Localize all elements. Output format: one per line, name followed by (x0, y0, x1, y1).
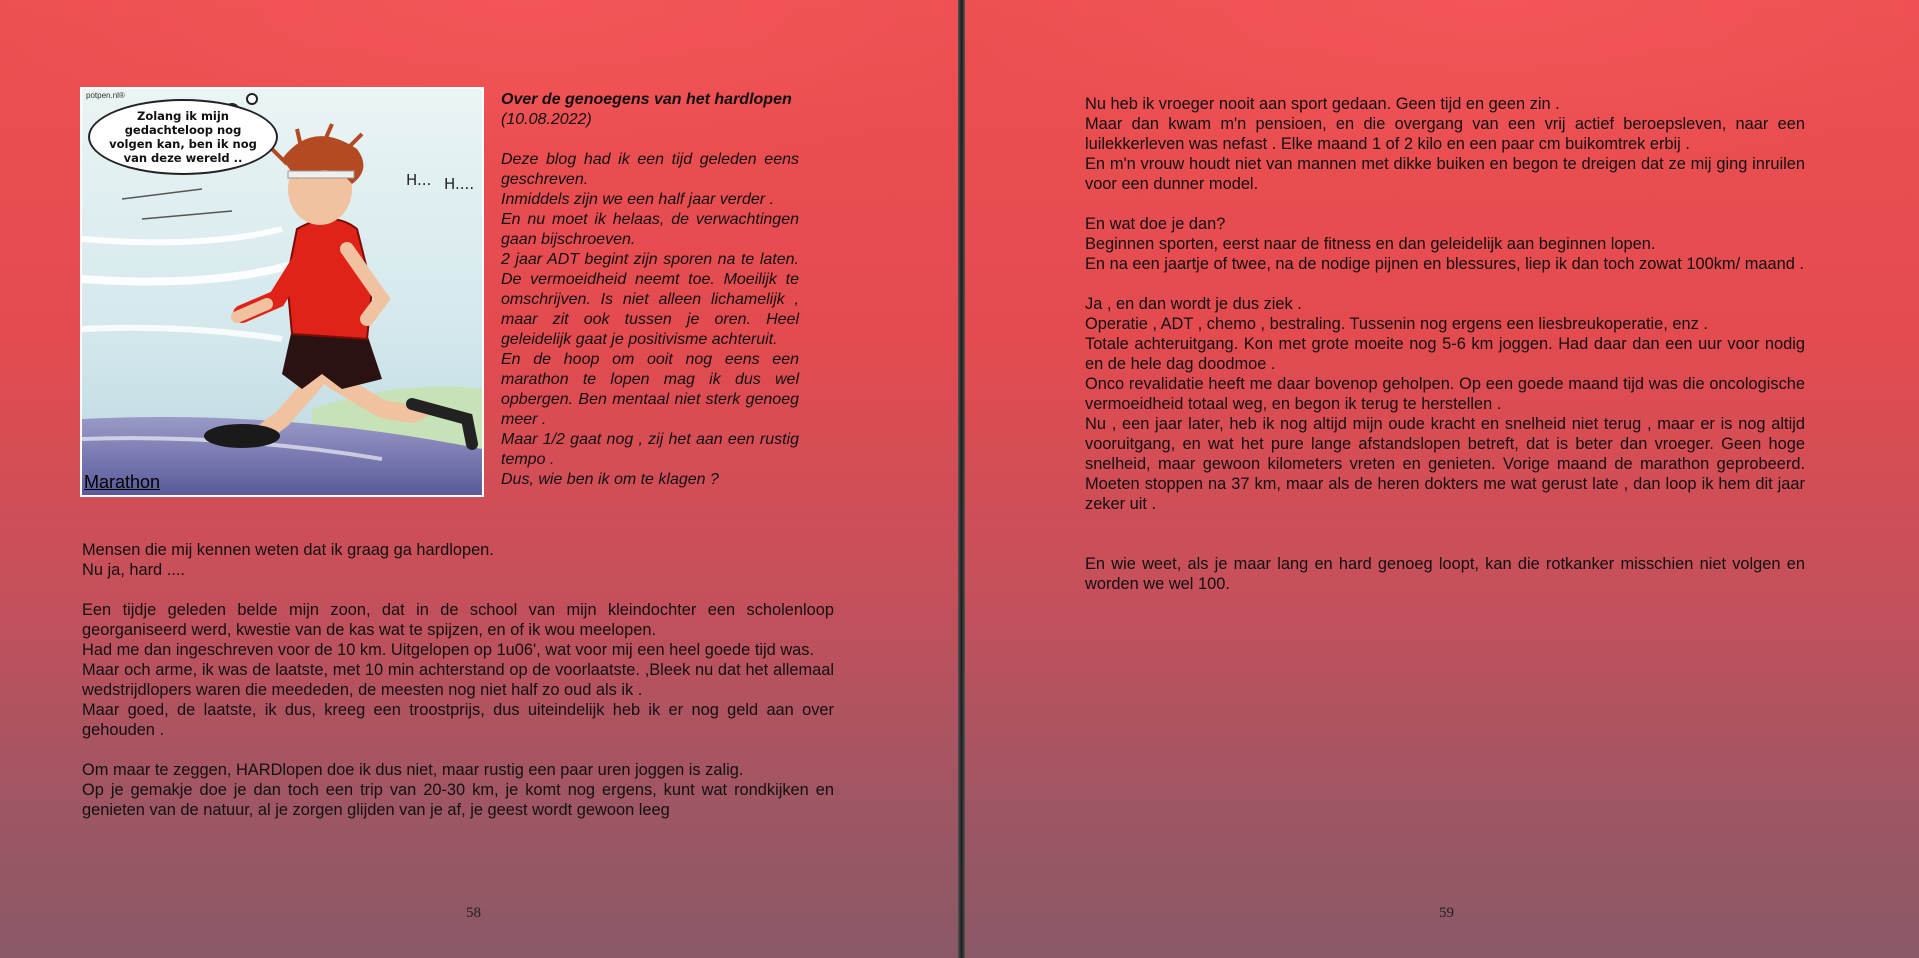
left-paragraph-2: Een tijdje geleden belde mijn zoon, dat in de school van mijn kleindochter een scholenloop georganiseerd werd, kwestie van de kas wat te spijzen, en of ik wou meelopen. Had me dan ingeschreven voor de 10 km. Uitgelopen op 1u06', wat voor mij een heel goede tijd was. Maar och arme, ik was de laatste, met 10 min achterstand op de voorlaatste. ,Bleek nu dat het allemaal wedstrijdlopers waren die meededen, de meesten nog niet half zo oud als ik . Maar goed, de laatste, ik dus, kreeg een troostprijs, dus uiteindelijk heb ik er nog geld aan over gehouden . (82, 601, 834, 739)
left-paragraph-3: Om maar te zeggen, HARDlopen doe ik dus niet, maar rustig een paar uren joggen is zalig. Op je gemakje doe je dan toch een trip van 20-30 km, je komt nog ergens, kunt wat rondkijken en genieten van de natuur, al je zorgen glijden van je af, je geest wordt gewoon leeg (82, 761, 834, 819)
left-page (0, 0, 958, 958)
book-spine (958, 0, 965, 958)
page-number-right: 59 (1439, 905, 1454, 921)
blog-intro (501, 90, 799, 490)
huff-text-1: H... (406, 171, 432, 189)
blog-intro-text: Deze blog had ik een tijd geleden eens geschreven. Inmiddels zijn we een half jaar verder . En nu moet ik helaas, de verwachtingen gaan bijschroeven. 2 jaar ADT begint zijn sporen na te laten. De vermoeidheid neemt toe. Moeilijk te omschrijven. Is niet alleen lichamelijk , maar zit ook tussen je oren. Heel geleidelijk gaat je positivisme achteruit. En de hoop om ooit nog eens een marathon te lopen mag ik dus wel opbergen. Ben mentaal niet sterk genoeg meer . Maar 1/2 gaat nog , zij het aan een rustig tempo . Dus, wie ben ik om te klagen ? (501, 151, 799, 488)
blog-title: Over de genoegens van het hardlopen (501, 91, 792, 108)
cartoon-caption: Marathon (84, 472, 161, 492)
blog-date: (10.08.2022) (501, 111, 592, 128)
right-page (965, 0, 1919, 958)
right-page-body (1085, 94, 1805, 614)
right-paragraph-2: En wat doe je dan? Beginnen sporten, eerst naar de fitness en dan geleidelijk aan beginnen lopen. En na een jaartje of twee, na de nodige pijnen en blessures, liep ik dan toch zowat 100km/ maand . (1085, 215, 1804, 273)
right-paragraph-3: Ja , en dan wordt je dus ziek . Operatie , ADT , chemo , bestraling. Tussenin nog ergens een liesbreukoperatie, enz . Totale achteruitgang. Kon met grote moeite nog 5-6 km joggen. Had daar dan een uur voor nodig en de hele dag doodmoe . Onco revalidatie heeft me daar bovenop geholpen. Op een goede maand tijd was die oncologische vermoeidheid totaal weg, en begon ik terug te herstellen . Nu , een jaar later, heb ik nog altijd mijn oude kracht en snelheid niet terug , maar er is nog altijd vooruitgang, en wat het pure lange afstandslopen betreft, dat is beter dan vroeger. Geen hoge snelheid, maar gewoon kilometers vreten en genieten. Vorige maand de marathon geprobeerd. Moeten stoppen na 37 km, maar als de heren dokters me wat gerust late , dan loop ik hem dit jaar zeker uit . (1085, 295, 1805, 513)
thought-bubble: Zolang ik mijn gedachteloop nog volgen kan, ben ik nog van deze wereld .. (88, 99, 278, 175)
huff-text-2: H.... (444, 175, 475, 193)
page-number-left: 58 (466, 905, 481, 921)
right-paragraph-4: En wie weet, als je maar lang en hard genoeg loopt, kan die rotkanker misschien niet volgen en worden we wel 100. (1085, 555, 1805, 593)
cartoon-credit: potpen.nl® (86, 91, 125, 100)
right-paragraph-1: Nu heb ik vroeger nooit aan sport gedaan. Geen tijd en geen zin . Maar dan kwam m'n pensioen, en die overgang van een vrij actief beroepsleven, naar een luilekkerleven was nefast . Elke maand 1 of 2 kilo en een paar cm buikomtrek erbij . En m'n vrouw houdt niet van mannen met dikke buiken en begon te dreigen dat ze mij ging inruilen voor een dunner model. (1085, 95, 1805, 193)
marathon-cartoon (80, 87, 484, 497)
left-page-body (82, 540, 834, 840)
left-paragraph-1: Mensen die mij kennen weten dat ik graag ga hardlopen. Nu ja, hard .... (82, 541, 494, 579)
